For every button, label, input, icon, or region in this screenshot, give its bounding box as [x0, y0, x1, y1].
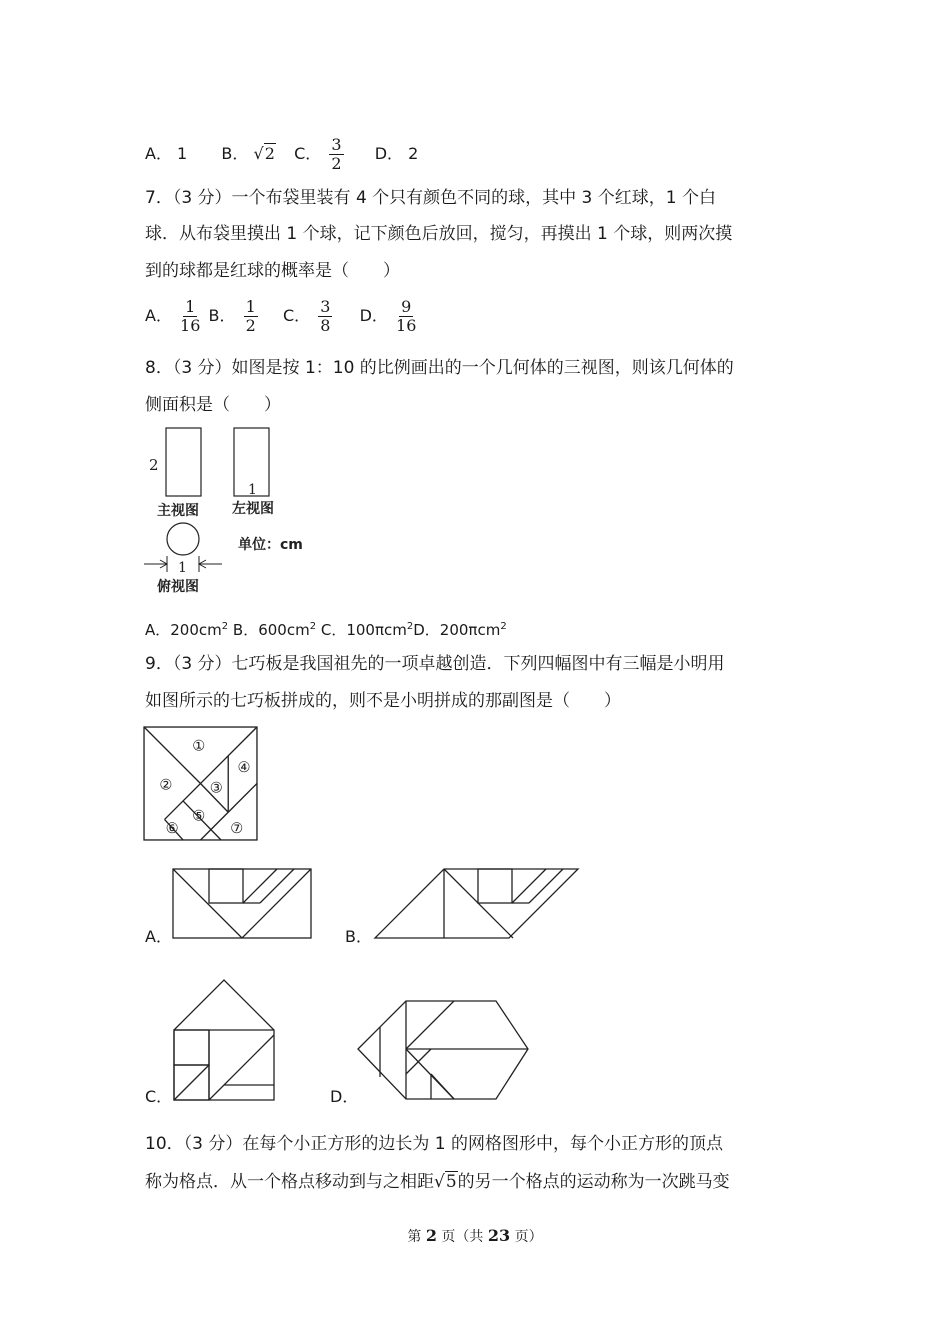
- q7-option-c-label: C．: [282, 306, 311, 325]
- three-view-figure: [140, 422, 320, 597]
- q9-option-a-label: A．: [145, 927, 172, 946]
- q7-line-1: 7．（3 分）一个布袋里装有 4 个只有颜色不同的球，其中 3 个红球，1 个白: [145, 188, 717, 208]
- page-number: 2: [425, 1226, 437, 1245]
- q7-line-2: 球．从布袋里摸出 1 个球，记下颜色后放回，搅匀，再摸出 1 个球，则两次摸: [145, 224, 733, 244]
- q9-option-b-figure: [374, 868, 579, 940]
- q9-line-2: 如图所示的七巧板拼成的，则不是小明拼成的那副图是（ ）: [145, 691, 621, 711]
- q9-option-d-figure: [356, 997, 531, 1102]
- top-view-circle: [167, 523, 199, 555]
- q8-option-c: C．100πcm: [320, 621, 407, 639]
- q6-option-d-value: 2: [408, 144, 419, 163]
- q8-options: A．$200cm^2$ B．$600cm^2$ C．100πcm$^2$D．200πcm$^2$: [145, 621, 507, 639]
- q7-option-d-label: D．: [359, 306, 388, 325]
- q7-option-a-value: $\frac{1}{16}$: [180, 297, 201, 335]
- page-footer: 第 2 页（共 23 页）: [407, 1226, 543, 1245]
- top-view-label: 俯视图: [157, 579, 199, 595]
- front-view-rect: [166, 428, 201, 496]
- q9-option-c-figure: [172, 978, 277, 1103]
- piece-1-label: ①: [192, 738, 206, 755]
- tangram-reference: [143, 726, 258, 841]
- q6-options: [145, 136, 418, 173]
- q6-option-b-label: B．: [221, 144, 249, 163]
- piece-5-label: ⑤: [192, 808, 206, 825]
- q9-option-b-label: B．: [345, 927, 372, 946]
- height-label: 2: [149, 456, 159, 474]
- q6-option-c-label: C．: [294, 144, 322, 163]
- q7-option-b-label: B．: [208, 306, 236, 325]
- q9-option-d-label: D．: [330, 1087, 359, 1106]
- q7-option-a-label: A．: [145, 306, 172, 325]
- piece-7-label: ⑦: [230, 820, 244, 837]
- q7-option-d-value: $\frac{9}{16}$: [396, 297, 417, 335]
- q7-option-b-value: $\frac{1}{2}$: [245, 297, 256, 335]
- q8-line-1: 8．（3 分）如图是按 1：10 的比例画出的一个几何体的三视图，则该几何体的: [145, 358, 734, 378]
- q6-option-d-label: D．: [374, 144, 404, 163]
- left-view-label: 左视图: [232, 501, 274, 517]
- unit-label: 单位：cm: [238, 537, 303, 553]
- q8-line-2: 侧面积是（ ）: [145, 395, 281, 415]
- q10-sqrt5: √5: [434, 1172, 457, 1192]
- q7-option-c-value: $\frac{3}{8}$: [320, 297, 331, 335]
- piece-2-label: ②: [159, 777, 173, 794]
- total-pages: 23: [487, 1226, 511, 1245]
- q10-line-2: 称为格点．从一个格点移动到与之相距√5的另一个格点的运动称为一次跳马变: [145, 1172, 730, 1192]
- q8-option-a: A．200cm: [145, 621, 222, 639]
- front-view-label: 主视图: [157, 503, 199, 519]
- q9-option-a-figure: [172, 868, 312, 940]
- top-dim-label: 1: [178, 560, 187, 576]
- q6-option-a-label: A．: [145, 144, 172, 163]
- q7-options: [145, 298, 419, 335]
- q6-option-a-value: 1: [177, 144, 188, 163]
- piece-3-label: ③: [209, 780, 223, 797]
- q9-option-c-label: C．: [145, 1087, 173, 1106]
- q8-option-d: D．200πcm: [413, 621, 501, 639]
- q9-line-1: 9．（3 分）七巧板是我国祖先的一项卓越创造．下列四幅图中有三幅是小明用: [145, 654, 725, 674]
- q8-option-b: B．600cm: [232, 621, 310, 639]
- q7-line-3: 到的球都是红球的概率是（ ）: [145, 261, 400, 281]
- q6-option-c-value: $\frac{3}{2}$: [331, 135, 342, 173]
- q10-line-1: 10．（3 分）在每个小正方形的边长为 1 的网格图形中，每个小正方形的顶点: [145, 1134, 723, 1154]
- width-label: 1: [248, 482, 257, 498]
- q6-option-b-value: √2: [253, 144, 275, 163]
- piece-6-label: ⑥: [165, 820, 179, 837]
- piece-4-label: ④: [237, 760, 251, 777]
